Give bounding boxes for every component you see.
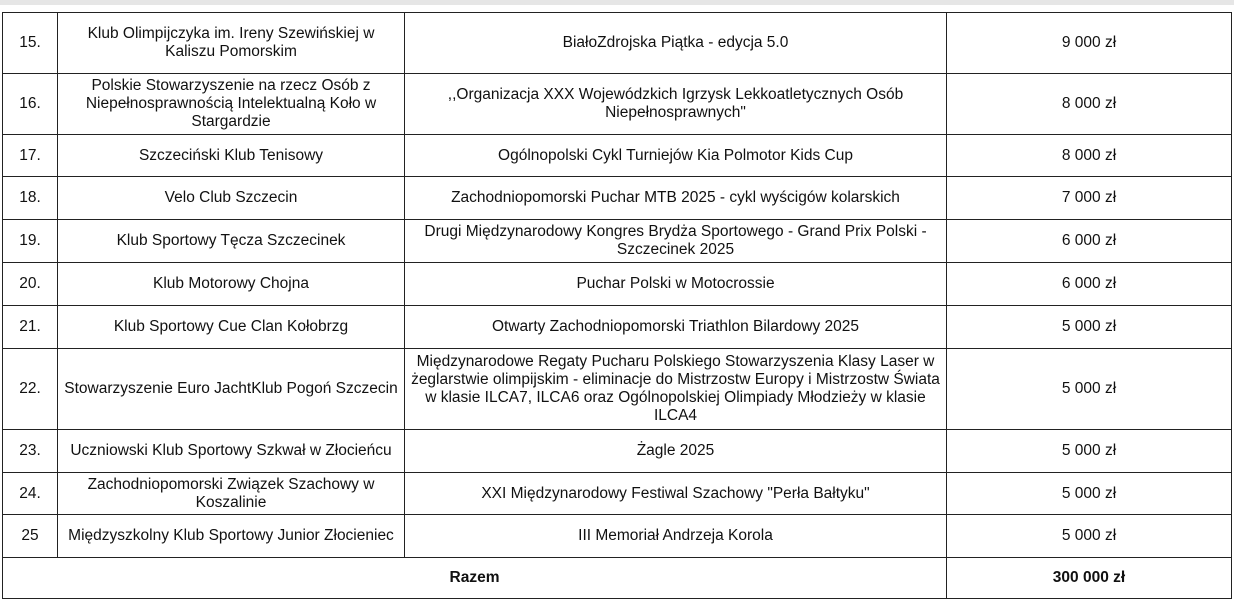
table-row <box>3 177 1232 220</box>
organization-cell: Szczeciński Klub Tenisowy <box>58 135 405 177</box>
table-row <box>3 74 1232 135</box>
task-cell: III Memoriał Andrzeja Korola <box>405 515 947 558</box>
amount-cell: 5 000 zł <box>947 306 1232 349</box>
organization-cell: Polskie Stowarzyszenie na rzecz Osób z Niepełnosprawnością Intelektualną Koło w Stargardzie <box>58 74 405 135</box>
organization-cell: Klub Motorowy Chojna <box>58 263 405 306</box>
table-row <box>3 473 1232 515</box>
organization-cell: Klub Olimpijczyka im. Ireny Szewińskiej w Kaliszu Pomorskim <box>58 13 405 74</box>
row-number: 21. <box>3 306 58 349</box>
task-cell: Zachodniopomorski Puchar MTB 2025 - cykl wyścigów kolarskich <box>405 177 947 220</box>
amount-cell: 8 000 zł <box>947 135 1232 177</box>
task-cell: Puchar Polski w Motocrossie <box>405 263 947 306</box>
row-number: 18. <box>3 177 58 220</box>
amount-cell: 5 000 zł <box>947 430 1232 473</box>
table-row <box>3 430 1232 473</box>
total-row <box>3 558 1232 599</box>
table-row <box>3 13 1232 74</box>
row-number: 17. <box>3 135 58 177</box>
row-number: 19. <box>3 220 58 263</box>
task-cell: Ogólnopolski Cykl Turniejów Kia Polmotor Kids Cup <box>405 135 947 177</box>
organization-cell: Zachodniopomorski Związek Szachowy w Koszalinie <box>58 473 405 515</box>
amount-cell: 5 000 zł <box>947 515 1232 558</box>
organization-cell: Velo Club Szczecin <box>58 177 405 220</box>
row-number: 23. <box>3 430 58 473</box>
task-cell: XXI Międzynarodowy Festiwal Szachowy "Perła Bałtyku" <box>405 473 947 515</box>
table-row <box>3 220 1232 263</box>
table-row <box>3 349 1232 430</box>
organization-cell: Klub Sportowy Tęcza Szczecinek <box>58 220 405 263</box>
amount-cell: 5 000 zł <box>947 473 1232 515</box>
organization-cell: Uczniowski Klub Sportowy Szkwał w Złocieńcu <box>58 430 405 473</box>
total-label: Razem <box>3 558 947 599</box>
row-number: 25 <box>3 515 58 558</box>
row-number: 16. <box>3 74 58 135</box>
grants-table <box>2 12 1232 599</box>
task-cell: Żagle 2025 <box>405 430 947 473</box>
row-number: 20. <box>3 263 58 306</box>
task-cell: Otwarty Zachodniopomorski Triathlon Bilardowy 2025 <box>405 306 947 349</box>
table-row <box>3 135 1232 177</box>
table-row <box>3 263 1232 306</box>
organization-cell: Stowarzyszenie Euro JachtKlub Pogoń Szczecin <box>58 349 405 430</box>
row-number: 15. <box>3 13 58 74</box>
amount-cell: 7 000 zł <box>947 177 1232 220</box>
amount-cell: 8 000 zł <box>947 74 1232 135</box>
table-row <box>3 515 1232 558</box>
table-row <box>3 306 1232 349</box>
task-cell: Międzynarodowe Regaty Pucharu Polskiego Stowarzyszenia Klasy Laser w żeglarstwie olimpijskim - eliminacje do Mistrzostw Europy i Mistrzostw Świata w klasie ILCA7, ILCA6 oraz Ogólnopolskiej Olimpiady Młodzieży w klasie ILCA4 <box>405 349 947 430</box>
amount-cell: 5 000 zł <box>947 349 1232 430</box>
task-cell: Drugi Międzynarodowy Kongres Brydża Sportowego - Grand Prix Polski - Szczecinek 2025 <box>405 220 947 263</box>
total-amount: 300 000 zł <box>947 558 1232 599</box>
task-cell: ,,Organizacja XXX Wojewódzkich Igrzysk Lekkoatletycznych Osób Niepełnosprawnych" <box>405 74 947 135</box>
amount-cell: 9 000 zł <box>947 13 1232 74</box>
row-number: 22. <box>3 349 58 430</box>
top-scroll-bar <box>0 0 1234 5</box>
amount-cell: 6 000 zł <box>947 220 1232 263</box>
amount-cell: 6 000 zł <box>947 263 1232 306</box>
task-cell: BiałoZdrojska Piątka - edycja 5.0 <box>405 13 947 74</box>
organization-cell: Międzyszkolny Klub Sportowy Junior Złocieniec <box>58 515 405 558</box>
organization-cell: Klub Sportowy Cue Clan Kołobrzg <box>58 306 405 349</box>
row-number: 24. <box>3 473 58 515</box>
